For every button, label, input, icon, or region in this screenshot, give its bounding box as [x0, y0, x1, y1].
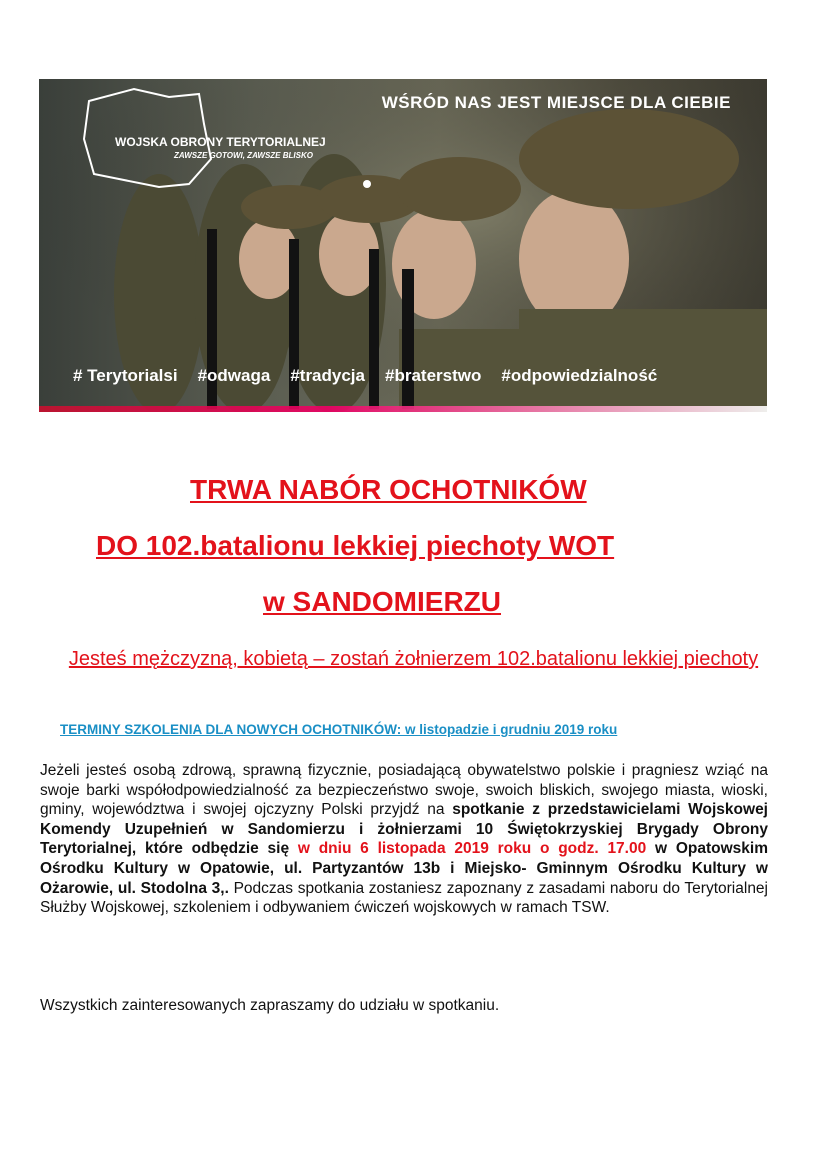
recruitment-banner — [39, 79, 767, 412]
heading-line-1: TRWA NABÓR OCHOTNIKÓW — [190, 474, 587, 505]
banner-accent-line — [39, 406, 767, 412]
training-dates: TERMINY SZKOLENIA DLA NOWYCH OCHOTNIKÓW: w listopadzie i grudniu 2019 roku — [60, 722, 618, 737]
body-intro: Jeżeli jesteś osobą zdrową, sprawną fizycznie, posiadającą obywatelstwo polskie i pragniesz wziąć na swoje barki współodpowiedzialność za bezpieczeństwo swoje, swoich bliskich, swojego miasta, wioski, gminy, województwa i swojej ojczyzny Polski przyjdź na — [40, 762, 768, 819]
banner-tagline: ZAWSZE GOTOWI, ZAWSZE BLISKO — [174, 151, 313, 160]
body-paragraph — [40, 761, 768, 918]
hashtag: #braterstwo — [385, 366, 482, 385]
hashtag: #tradycja — [290, 366, 365, 385]
body-meeting: spotkanie z przedstawicielami Wojskowej Komendy Uzupełnień w Sandomierzu i żołnierzami 10 Świętokrzyskiej Brygady Obrony Terytorialnej, które odbędzie się — [40, 801, 768, 858]
hashtag: #odpowiedzialność — [501, 366, 658, 385]
hashtag-row — [73, 366, 657, 386]
body-location: w Opatowskim Ośrodku Kultury w Opatowie, ul. Partyzantów 13b i Miejsko- Gminnym Ośrodku Kultury w Ożarowie, ul. Stodolna 3,. — [40, 840, 768, 897]
hashtag: #odwaga — [197, 366, 271, 385]
hashtag: # Terytorialsi — [73, 366, 178, 385]
body-date: w dniu 6 listopada 2019 roku o godz. 17.00 — [297, 840, 647, 858]
body-details: Podczas spotkania zostaniesz zapoznany z zasadami naboru do Terytorialnej Służby Wojskowej, szkoleniem i odbywaniem ćwiczeń wojskowych w ramach TSW. — [40, 879, 768, 917]
closing-line: Wszystkich zainteresowanych zapraszamy do udziału w spotkaniu. — [40, 997, 500, 1014]
banner-slogan: WŚRÓD NAS JEST MIEJSCE DLA CIEBIE — [381, 93, 731, 112]
banner-brand: WOJSKA OBRONY TERYTORIALNEJ — [115, 135, 326, 149]
subheading: Jesteś mężczyzną, kobietą – zostań żołnierzem 102.batalionu lekkiej piechoty — [68, 648, 759, 670]
soldiers-photo — [39, 79, 767, 412]
heading-line-2: DO 102.batalionu lekkiej piechoty WOT — [96, 530, 615, 561]
heading-line-3: w SANDOMIERZU — [263, 586, 501, 617]
